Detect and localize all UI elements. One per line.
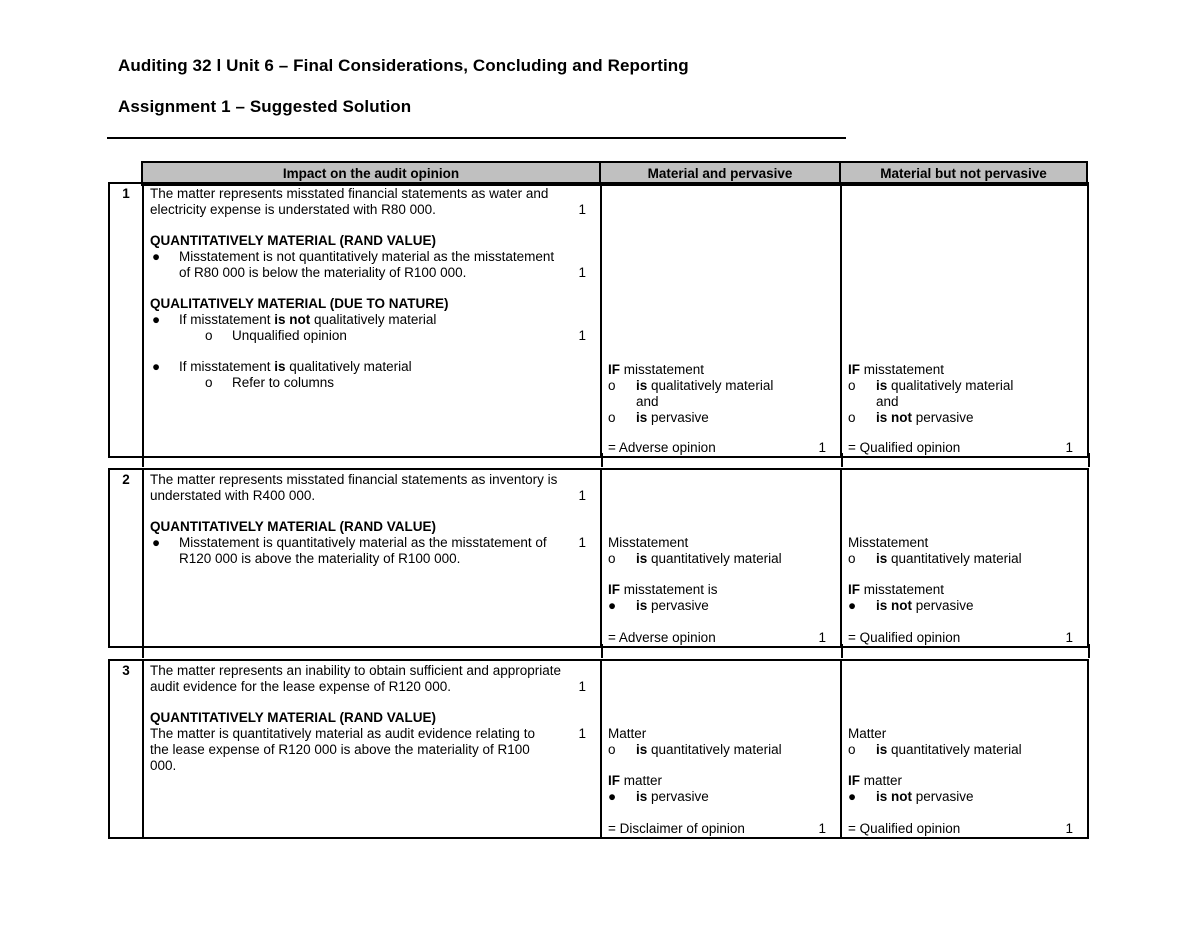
impact-cell <box>143 469 601 647</box>
bullet-text: Misstatement is not quantitatively material as the misstatement of R80 000 is below the materiality of R100 000. <box>179 249 555 280</box>
circle-bullet-icon: o <box>848 410 856 425</box>
mark: 1 <box>578 726 586 741</box>
document-subtitle: Assignment 1 – Suggested Solution <box>118 97 412 116</box>
section-heading: QUANTITATIVELY MATERIAL (RAND VALUE) <box>150 519 436 534</box>
sub-bullet-text: Unqualified opinion <box>232 328 347 343</box>
section-heading: QUANTITATIVELY MATERIAL (RAND VALUE) <box>150 233 436 248</box>
circle-bullet-icon: o <box>608 378 616 393</box>
mark: 1 <box>578 328 586 343</box>
bullet-icon: ● <box>152 249 161 264</box>
opinion-result: = Qualified opinion <box>848 821 961 836</box>
circle-bullet-icon: o <box>608 551 616 566</box>
mark: 1 <box>578 679 586 694</box>
impact-cell <box>143 660 601 838</box>
bullet-text: If misstatement is qualitatively material <box>179 359 412 374</box>
circle-bullet-icon: o <box>608 742 616 757</box>
mark: 1 <box>1065 821 1073 836</box>
bullet-text: Misstatement is quantitatively material as the misstatement of R120 000 is above the materiality of R100 000. <box>179 535 547 566</box>
bullet-icon: ● <box>848 789 857 804</box>
title-divider <box>107 137 846 139</box>
bullet-icon: ● <box>608 789 617 804</box>
mark: 1 <box>818 821 826 836</box>
header-impact: Impact on the audit opinion <box>142 162 600 185</box>
material-not-pervasive-cell: Matter o is quantitatively material IF matter ● is not pervasive = Qualified opinion 1 <box>841 660 1088 838</box>
paragraph-text: The matter is quantitatively material as audit evidence relating to the lease expense of R120 000 is above the materiality of R100 000. <box>150 726 535 773</box>
material-pervasive-cell: IF misstatement o is qualitatively material and o is pervasive = Adverse opinion 1 <box>601 183 841 457</box>
matter-text: The matter represents an inability to obtain sufficient and appropriate audit evidence for the lease expense of R120 000. <box>150 663 561 694</box>
circle-bullet-icon: o <box>848 742 856 757</box>
circle-bullet-icon: o <box>848 378 856 393</box>
question-2-row <box>108 468 1089 648</box>
question-3-row <box>108 659 1089 839</box>
mark: 1 <box>818 440 826 455</box>
bullet-icon: ● <box>152 312 161 327</box>
header-material-pervasive: Material and pervasive <box>600 162 840 185</box>
row-spacer <box>142 453 1090 467</box>
row-spacer <box>142 644 1090 658</box>
material-not-pervasive-cell: IF misstatement o is qualitatively material and o is not pervasive = Qualified opinion 1 <box>841 183 1088 457</box>
opinion-result: = Qualified opinion <box>848 440 961 455</box>
question-1-row <box>108 182 1089 458</box>
mark: 1 <box>578 535 586 550</box>
bullet-icon: ● <box>848 598 857 613</box>
document-title: Auditing 32 l Unit 6 – Final Considerations, Concluding and Reporting <box>118 56 689 75</box>
material-pervasive-cell: Misstatement o is quantitatively material IF misstatement is ● is pervasive = Adverse opinion 1 <box>601 469 841 647</box>
mark: 1 <box>578 265 586 280</box>
question-number: 2 <box>109 469 143 647</box>
section-heading: QUALITATIVELY MATERIAL (DUE TO NATURE) <box>150 296 449 311</box>
header-material-not-pervasive: Material but not pervasive <box>840 162 1087 185</box>
question-number: 1 <box>109 183 143 457</box>
impact-cell <box>143 183 601 457</box>
sub-bullet-text: Refer to columns <box>232 375 335 390</box>
mark: 1 <box>1065 440 1073 455</box>
bullet-icon: ● <box>608 598 617 613</box>
opinion-result: = Disclaimer of opinion <box>608 821 745 836</box>
mark: 1 <box>818 630 826 645</box>
circle-bullet-icon: o <box>608 410 616 425</box>
bullet-text: If misstatement is not qualitatively material <box>179 312 437 327</box>
circle-bullet-icon: o <box>205 375 213 390</box>
mark: 1 <box>578 488 586 503</box>
matter-text: The matter represents misstated financial statements as inventory is understated with R400 000. <box>150 472 558 503</box>
section-heading: QUANTITATIVELY MATERIAL (RAND VALUE) <box>150 710 436 725</box>
bullet-icon: ● <box>152 535 161 550</box>
bullet-icon: ● <box>152 359 161 374</box>
circle-bullet-icon: o <box>205 328 213 343</box>
opinion-result: = Adverse opinion <box>608 630 716 645</box>
matter-text: The matter represents misstated financial statements as water and electricity expense is understated with R80 000. <box>150 186 549 217</box>
material-pervasive-cell: Matter o is quantitatively material IF matter ● is pervasive = Disclaimer of opinion 1 <box>601 660 841 838</box>
opinion-result: = Adverse opinion <box>608 440 716 455</box>
question-number: 3 <box>109 660 143 838</box>
mark: 1 <box>1065 630 1073 645</box>
mark: 1 <box>578 202 586 217</box>
circle-bullet-icon: o <box>848 551 856 566</box>
opinion-result: = Qualified opinion <box>848 630 961 645</box>
material-not-pervasive-cell: Misstatement o is quantitatively material IF misstatement ● is not pervasive = Qualified opinion 1 <box>841 469 1088 647</box>
